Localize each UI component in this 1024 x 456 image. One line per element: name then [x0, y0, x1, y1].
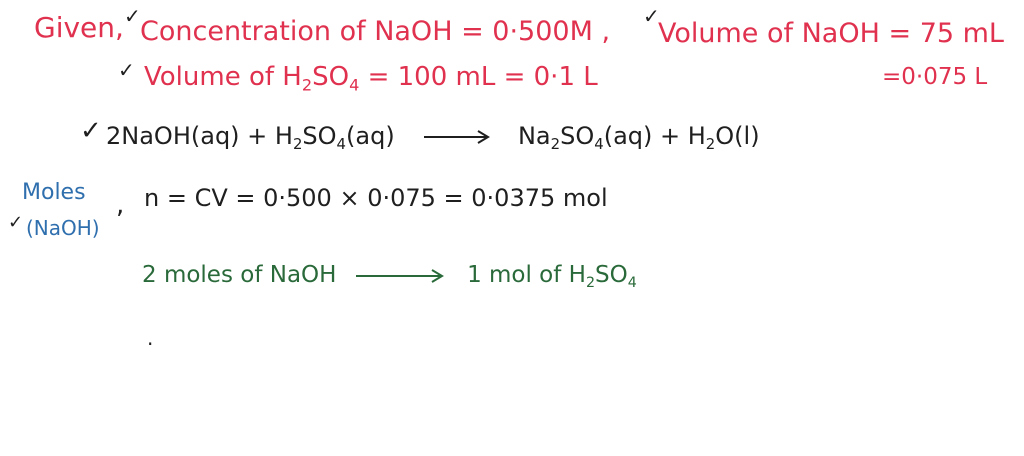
- volume-h2so4-part: SO: [312, 62, 350, 92]
- products-part: (aq) + H: [603, 122, 706, 150]
- volume-h2so4-part: = 100 mL = 0·1 L: [359, 62, 598, 92]
- given-text: Given,: [34, 11, 124, 44]
- check-icon: ✓: [118, 58, 135, 82]
- products-part: SO: [560, 122, 595, 150]
- subscript: 2: [550, 135, 561, 154]
- ratio-left-text: 2 moles of NaOH: [142, 262, 337, 288]
- ratio-right-part: 1 mol of H: [467, 262, 586, 288]
- volume-naoh-liters-text: =0·075 L: [882, 64, 988, 90]
- comma-text: ,: [116, 190, 125, 220]
- subscript: 4: [349, 75, 360, 95]
- moles-formula-text: n = CV = 0·500 × 0·075 = 0·0375 mol: [144, 184, 608, 212]
- reactants-part: (aq): [346, 122, 395, 150]
- reaction-equation: [106, 124, 760, 152]
- subscript: 2: [292, 135, 303, 154]
- subscript: 4: [336, 135, 347, 154]
- products-part: Na: [517, 122, 551, 150]
- volume-naoh-statement: [658, 20, 1004, 47]
- volume-h2so4-part: Volume of H: [144, 62, 302, 92]
- subscript: 2: [585, 274, 596, 291]
- concentration-text: Concentration of NaOH = 0·500M ,: [140, 16, 611, 47]
- reaction-arrow-icon: [422, 129, 492, 145]
- moles-label-text: Moles: [22, 180, 86, 205]
- moles-label-top: [22, 182, 86, 204]
- subscript: 4: [627, 274, 637, 291]
- mole-ratio: [142, 264, 637, 290]
- subscript: 4: [594, 135, 604, 154]
- check-icon: ✓: [124, 4, 141, 28]
- reactants-part: SO: [302, 122, 337, 150]
- check-icon: ✓: [643, 4, 660, 28]
- products-part: O(l): [715, 122, 760, 150]
- moles-comma: [116, 192, 124, 218]
- volume-naoh-liters: [882, 66, 987, 89]
- reactants-part: 2NaOH(aq) + H: [106, 122, 293, 150]
- subscript: 2: [301, 75, 313, 95]
- volume-h2so4-statement: [144, 64, 598, 94]
- subscript: 2: [705, 135, 716, 154]
- ratio-right-part: SO: [595, 262, 628, 288]
- stray-dot: [147, 328, 153, 348]
- dot-text: .: [147, 326, 154, 350]
- given-label: [34, 11, 124, 44]
- moles-formula: [144, 186, 608, 210]
- moles-label-text: (NaOH): [26, 216, 100, 240]
- ratio-arrow-icon: [354, 268, 446, 284]
- check-icon: ✓: [80, 116, 102, 146]
- concentration-statement: [140, 18, 610, 45]
- check-icon: ✓: [8, 212, 24, 233]
- moles-label-bottom: [26, 218, 100, 238]
- volume-naoh-text: Volume of NaOH = 75 mL: [658, 18, 1004, 49]
